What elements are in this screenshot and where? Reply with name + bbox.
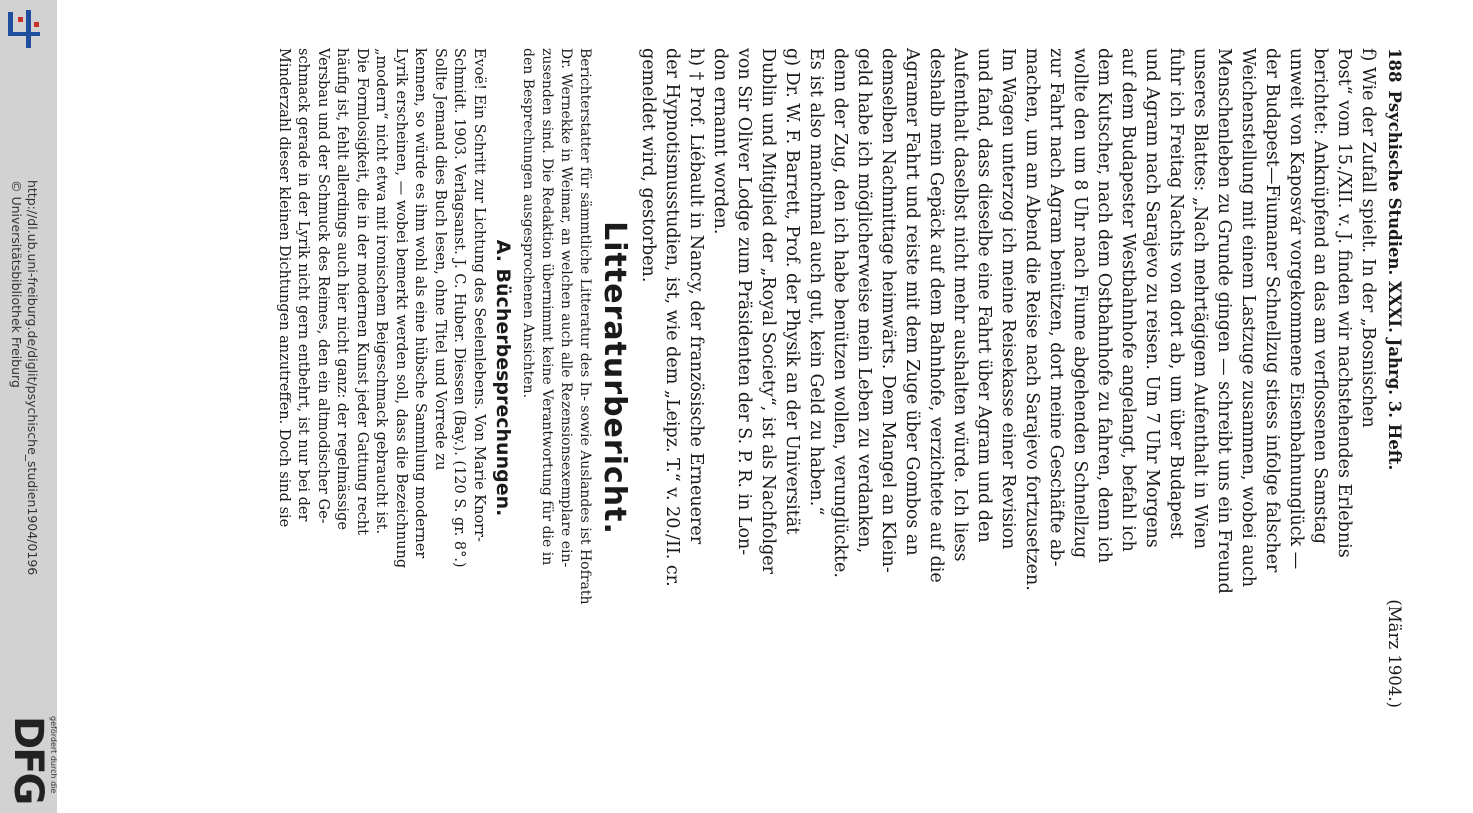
article-f-line: demselben Nachmittage heimwärts. Dem Mangel an Klein-	[878, 48, 898, 573]
dfg-logo	[4, 716, 58, 808]
article-f-line: unseres Blattes: „Nach mehrtägigem Aufenthalt in Wien	[1190, 48, 1210, 550]
article-g-line: g) Dr. W. F. Barrett, Prof. der Physik an der Universität	[782, 48, 802, 535]
article-f-line: Weichenstellung mit einem Lastzuge zusammen, wobei auch	[1238, 48, 1258, 588]
subsection-title: A. Bücherbesprechungen.	[492, 239, 514, 517]
article-f-line: dem Kutscher, nach dem Ostbahnhofe zu fahren, denn ich	[1094, 48, 1114, 564]
sidebar-source-info	[8, 180, 40, 575]
article-f-line: auf dem Budapester Westbahnhofe angelangt, befahl ich	[1118, 48, 1138, 552]
article-h-line: h) † Prof. Liébault in Nancy, der französische Erneuerer	[686, 48, 706, 545]
article-f-line: Post“ vom 15./XII. v. J. finden wir nachstehendes Erlebnis	[1334, 48, 1354, 558]
section-note-line: Berichterstatter für sämmtliche Litteratur des In- sowie Auslandes ist Hofrath	[577, 48, 593, 605]
article-f-line: Es ist also manchmal auch gut, kein Geld zu haben.“	[806, 48, 826, 516]
article-f-line: denn der Zug, den ich habe benützen wollen, verunglückte.	[830, 48, 850, 578]
section-note-line: zusenden sind. Die Redaktion übernimmt keine Verantwortung für die in	[539, 48, 555, 566]
article-f-line: und Agram nach Sarajevo zu reisen. Um 7 Uhr Morgens	[1142, 48, 1162, 548]
review-line: Evoë! Ein Schritt zur Lichtung des Seelenlebens. Von Marie Knorr-	[471, 48, 487, 542]
article-h-line: der Hypnotismusstudien, ist, wie dem „Leipz. T.“ v. 20./II. cr.	[662, 48, 682, 587]
article-h	[636, 48, 708, 708]
review-line: Sollte Jemand dies Buch lesen, ohne Titel und Vorrede zu	[432, 48, 448, 471]
review-line: „modern“ nicht etwa mit ironischem Beigeschmack gebraucht ist.	[373, 48, 390, 535]
review-line: schmack gerade in der Lyrik nicht gern entbehrt, ist nur bei der	[295, 48, 312, 522]
book-review	[274, 48, 489, 708]
article-f-line: Aufenthalt daselbst nicht mehr aushalten würde. Ich liess	[950, 48, 970, 562]
dfg-funding-label: gefördert durch die	[49, 716, 58, 794]
article-f-line: deshalb mein Gepäck auf dem Bahnhofe, verzichtete auf die	[926, 48, 946, 583]
section-note	[518, 48, 594, 708]
review-line: Schmidt. 1903. Verlagsanst. J. C. Huber. Diessen (Bay.). (120 S. gr. 8°.)	[451, 48, 468, 568]
scanned-page	[274, 48, 1407, 708]
university-library-logo	[4, 8, 44, 50]
article-f-line: unweit von Kaposvár vorgekommene Eisenbahnunglück —	[1286, 48, 1306, 570]
article-f-line: geld habe ich möglicherweise mein Leben zu verdanken,	[854, 48, 874, 554]
page-number: 188	[1385, 48, 1404, 83]
dfg-logo-text: DFG	[5, 716, 51, 804]
article-g	[708, 48, 804, 708]
article-g-line: von Sir Oliver Lodge zum Präsidenten der S. P. R. in Lon-	[734, 48, 754, 556]
issue-date: (März 1904.)	[1385, 599, 1404, 708]
article-g-line: don ernannt worden.	[710, 48, 730, 235]
review-line: Lyrik erscheinen, — wobei bemerkt werden soll, dass die Bezeichnung	[393, 48, 409, 569]
article-f-line: Agramer Fahrt und reiste mit dem Zuge über Gombos an	[902, 48, 922, 556]
review-line: Die Formlosigkeit, die in der modernen Kunst jeder Gattung recht	[354, 48, 370, 535]
journal-title: Psychische Studien. XXXI. Jahrg. 3. Heft.	[1385, 90, 1404, 471]
article-f-line: und fand, dass dieselbe eine Fahrt über Agram und den	[974, 48, 994, 543]
article-f-line: der Budapest—Fiumaner Schnellzug stiess infolge falscher	[1262, 48, 1282, 573]
section-note-line: den Besprechungen ausgesprochenen Ansichten.	[520, 48, 536, 399]
article-h-line: gemeldet wird, gestorben.	[638, 48, 658, 283]
article-f-line: f) Wie der Zufall spielt. In der „Bosnischen	[1358, 48, 1378, 428]
article-f-line: Im Wagen unterzog ich meine Reisekasse einer Revision	[998, 48, 1018, 550]
review-line: Minderzahl dieser kleinen Dichtungen anzutreffen. Doch sind sie	[276, 48, 292, 528]
article-f-line: wollte den um 8 Uhr nach Fiume abgehenden Schnellzug	[1070, 48, 1090, 559]
article-f-line: machen, um am Abend die Reise nach Sarajevo fortzusetzen.	[1022, 48, 1042, 591]
review-line: kennen, so würde es ihm wohl als eine hübsche Sammlung moderner	[412, 48, 429, 559]
article-f-line: berichtet: Anknüpfend an das am verflossenen Samstag	[1310, 48, 1330, 544]
article-f-line: zur Fahrt nach Agram benützen, dort meine Geschäfte ab-	[1046, 48, 1066, 567]
article-f	[804, 48, 1380, 708]
running-head	[1382, 48, 1406, 708]
review-line: Versbau und der Schmuck des Reimes, den ein altmodischer Ge-	[315, 48, 331, 524]
source-url[interactable]: http://dl.ub.uni-freiburg.de/diglit/psychische_studien1904/0196	[25, 180, 40, 576]
article-g-line: Dublin und Mitglied der „Royal Society“, ist als Nachfolger	[758, 48, 778, 575]
review-line: häufig ist, fehlt allerdings auch hier nicht ganz: der regelmässige	[334, 48, 351, 531]
article-f-line: Menschenleben zu Grunde gingen — schreibt uns ein Freund	[1214, 48, 1234, 594]
viewer-sidebar	[0, 0, 57, 813]
section-note-line: Dr. Wernekke in Weimar, an welchen auch alle Rezensionsexemplare ein-	[558, 48, 574, 568]
copyright-notice: © Universitätsbibliothek Freiburg	[9, 180, 24, 388]
article-f-line: fuhr ich Freitag Nachts von dort ab, um über Budapest	[1166, 48, 1186, 539]
section-title: Litteraturbericht.	[597, 221, 632, 535]
